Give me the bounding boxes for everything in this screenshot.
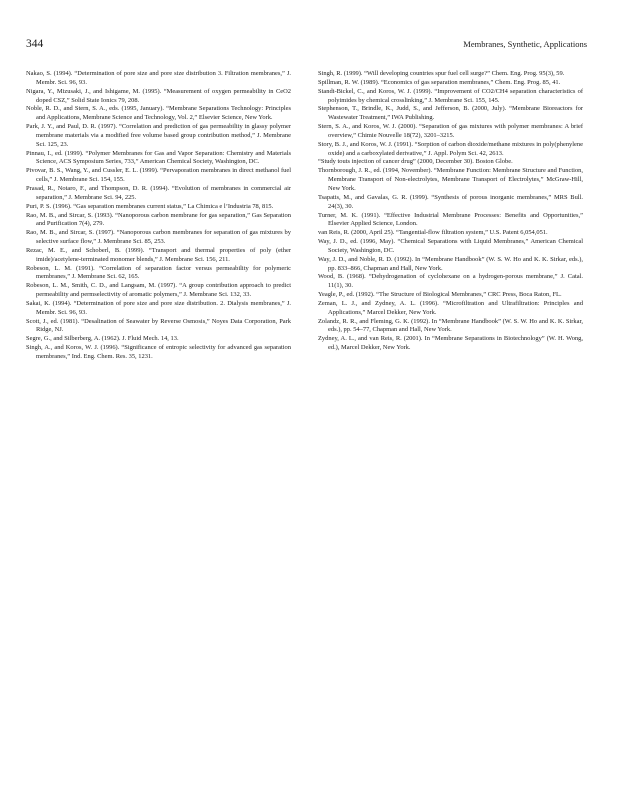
reference-entry: Way, J. D., and Noble, R. D. (1992). In “Membrane Handbook” (W. S. W. Ho and K. K. Sirkar, eds.), pp. 833–866, Chapman and Hall, New York. <box>318 255 583 272</box>
running-head: Membranes, Synthetic, Applications <box>463 39 587 49</box>
reference-entry: Noble, R. D., and Stern, S. A., eds. (1995, January). “Membrane Separations Technology: Principles and Applications, Membrane Science and Technology, Vol. 2,” Elsevier Science, New York. <box>26 105 291 122</box>
reference-entry: Tsapatis, M., and Gavalas, G. R. (1999). “Synthesis of porous inorganic membranes,” MRS Bull. 24(3), 30. <box>318 193 583 210</box>
reference-entry: Turner, M. K. (1991). “Effective Industrial Membrane Processes: Benefits and Opportunities,” Elsevier Applied Science, London. <box>318 211 583 228</box>
reference-entry: Robeson, L. M. (1991). “Correlation of separation factor versus permeability for polymeric membranes,” J. Membrane Sci. 62, 165. <box>26 264 291 281</box>
reference-entry: Way, J. D., ed. (1996, May). “Chemical Separations with Liquid Membranes,” American Chemical Society, Washington, DC. <box>318 238 583 254</box>
reference-entry: Puri, P. S. (1996). “Gas separation membranes current status,” La Chimica e l’Industria 78, 815. <box>26 202 274 210</box>
reference-entry: van Reis, R. (2000, April 25). “Tangential-flow filtration system,” U.S. Patent 6,054,051. <box>318 229 548 237</box>
reference-entry: Wood, B. (1968). “Dehydrogenation of cyclohexane on a hydrogen-porous membrane,” J. Catal. 11(1), 30. <box>318 273 583 290</box>
reference-column-left <box>26 70 291 362</box>
reference-entry: Story, B. J., and Koros, W. J. (1991). “Sorption of carbon dioxide/methane mixtures in poly(phenylene oxide) and a carboxylated derivative,” J. Appl. Polym Sci. 42, 2613. <box>318 140 583 157</box>
reference-entry: Spillman, R. W. (1989). “Economics of gas separation membranes,” Chem. Eng. Prog. 85, 41. <box>318 78 561 86</box>
reference-entry: Prasad, R., Notaro, F., and Thompson, D. R. (1994). “Evolution of membranes in commercial air separation,” J. Membrane Sci. 94, 225. <box>26 184 291 201</box>
reference-entry: Stephenson, T., Brindle, K., Judd, S., and Jefferson, B. (2000, July). “Membrane Bioreactors for Wastewater Treatment,” IWA Publishing. <box>318 105 583 122</box>
reference-entry: Standt-Bickel, C., and Koros, W. J. (1999). “Improvement of CO2/CH4 separation characteristics of polyimides by chemical crosslinking,” J. Membrane Sci. 155, 145. <box>318 87 583 104</box>
page-number: 344 <box>26 38 44 50</box>
reference-entry: Park, J. Y., and Paul, D. R. (1997). “Correlation and prediction of gas permeability in glassy polymer membrane materials via a modified free volume based group contribution method,” J. Membrane Sci. 125, 23. <box>26 123 291 148</box>
reference-entry: Singh, A., and Koros, W. J. (1996). “Significance of entropic selectivity for advanced gas separation membranes,” Ind. Eng. Chem. Res. 35, 1231. <box>26 344 291 360</box>
reference-entry: Scott, J., ed. (1981). “Desalination of Seawater by Reverse Osmosis,” Noyes Data Corporation, Park Ridge, NJ. <box>26 317 291 334</box>
reference-entry: Singh, R. (1999). “Will developing countries spur fuel cell surge?” Chem. Eng. Prog. 95(3), 59. <box>318 70 565 77</box>
reference-entry: Yeagle, P., ed. (1992). “The Structure of Biological Membranes,” CRC Press, Boca Raton, FL. <box>318 291 562 299</box>
reference-entry: Rao, M. B., and Sircar, S. (1993). “Nanoporous carbon membrane for gas separation,” Gas Separation and Purification 7(4), 279. <box>26 211 291 228</box>
reference-entry: Zeman, L. J., and Zydney, A. L. (1996). “Microfiltration and Ultrafiltration: Principles and Applications,” Marcel Dekker, New York. <box>318 299 583 316</box>
reference-entry: Nigara, Y., Mizusaki, J., and Ishigame, M. (1995). “Measurement of oxygen permeability in CeO2 doped CSZ,” Solid State Ionics 79, 208. <box>26 87 291 104</box>
reference-entry: Rezac, M. E., and Schoberl, B. (1999). “Transport and thermal properties of poly (ether imide)/acetylene-terminated monomer blends,” J. Membrane Sci. 156, 211. <box>26 246 291 263</box>
reference-entry: Pivovar, B. S., Wang, Y., and Cussler, E. L. (1999). “Pervaporation membranes in direct methanol fuel cells,” J. Membrane Sci. 154, 155. <box>26 167 291 184</box>
reference-entry: Nakao, S. (1994). “Determination of pore size and pore size distribution 3. Filtration membranes,” J. Membr. Sci. 96, 93. <box>26 70 291 86</box>
reference-entry: Segre, G., and Silberberg, A. (1962). J. Fluid Mech. 14, 13. <box>26 335 179 343</box>
reference-column-right <box>318 70 583 353</box>
reference-entry: Zydney, A. L., and van Reis, R. (2001). In “Membrane Separations in Biotechnology” (W. H. Wong, ed.), Marcel Dekker, New York. <box>318 335 583 352</box>
reference-entry: Robeson, L. M., Smith, C. D., and Langsam, M. (1997). “A group contribution approach to predict permeability and permselectivity of aromatic polymers,” J. Membrane Sci. 132, 33. <box>26 282 291 299</box>
reference-entry: Zolandz, R. R., and Fleming, G. K. (1992). In “Membrane Handbook” (W. S. W. Ho and K. K. Sirkar, eds.), pp. 54–77, Chapman and Hall, New York. <box>318 317 583 334</box>
reference-entry: “Study touts injection of cancer drug” (2000, December 30). Boston Globe. <box>318 158 513 166</box>
page-header <box>26 38 587 54</box>
reference-entry: Stern, S. A., and Koros, W. J. (2000). “Separation of gas mixtures with polymer membranes: A brief overview,” Chimie Nouvelle 18(72), 3201–3215. <box>318 123 583 139</box>
reference-entry: Sakai, K. (1994). “Determination of pore size and pore size distribution. 2. Dialysis membranes,” J. Membr. Sci. 96, 93. <box>26 299 291 316</box>
reference-entry: Thornborough, J. R., ed. (1994, November). “Membrane Function: Membrane Structure and Function, Membrane Transport of Non-electrolytes, Membrane Transport of Electrolytes,” McGraw-Hill, New York. <box>318 167 583 192</box>
reference-entry: Pinnau, I., ed. (1999). “Polymer Membranes for Gas and Vapor Separation: Chemistry and Materials Science, ACS Symposium Series, 733,” American Chemical Society, Washington, DC. <box>26 149 291 166</box>
reference-entry: Rao, M. B., and Sircar, S. (1997). “Nanoporous carbon membranes for separation of gas mixtures by selective surface flow,” J. Membrane Sci. 85, 253. <box>26 229 291 246</box>
